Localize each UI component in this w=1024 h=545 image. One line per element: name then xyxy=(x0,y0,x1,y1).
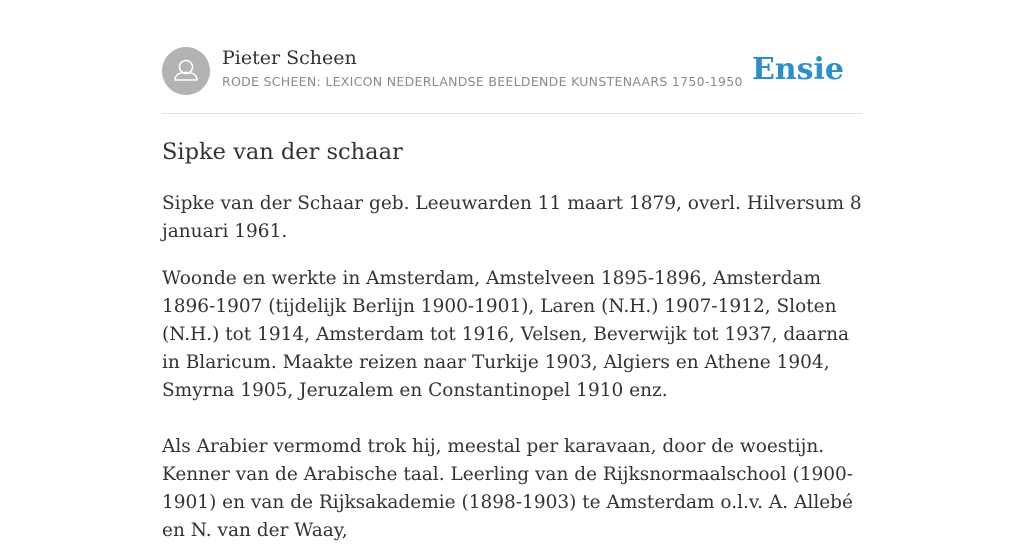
paragraph-travels: Als Arabier vermomd trok hij, meestal per karavaan, door de woestijn. Kenner van de Arabische taal. Leerling van de Rijksnormaalschool (1900-1901) en van de Rijksakademie (1898-1903) te Amsterdam o.l.v. A. Allebé en N. van der Waay, xyxy=(162,436,854,541)
source-label[interactable]: RODE SCHEEN: LEXICON NEDERLANDSE BEELDENDE KUNSTENAARS 1750-1950 xyxy=(222,74,743,89)
ensie-logo[interactable]: Ensie xyxy=(751,52,844,87)
article-header xyxy=(162,46,862,96)
paragraph-residences: Woonde en werkte in Amsterdam, Amstelveen 1895-1896, Amsterdam 1896-1907 (tijdelijk Berlijn 1900-1901), Laren (N.H.) 1907-1912, Sloten (N.H.) tot 1914, Amsterdam tot 1916, Velsen, Beverwijk tot 1937, daarna in Blaricum. Maakte reizen naar Turkije 1903, Algiers en Athene 1904, Smyrna 1905, Jeruzalem en Constantinopel 1910 enz. xyxy=(162,268,850,401)
author-name[interactable]: Pieter Scheen xyxy=(222,47,357,69)
page-title: Sipke van der schaar xyxy=(162,139,403,165)
user-icon xyxy=(162,47,210,95)
paragraph-birth: Sipke van der Schaar geb. Leeuwarden 11 maart 1879, overl. Hilversum 8 januari 1961. xyxy=(162,193,862,242)
author-avatar[interactable] xyxy=(162,47,210,95)
header-divider xyxy=(162,113,862,114)
